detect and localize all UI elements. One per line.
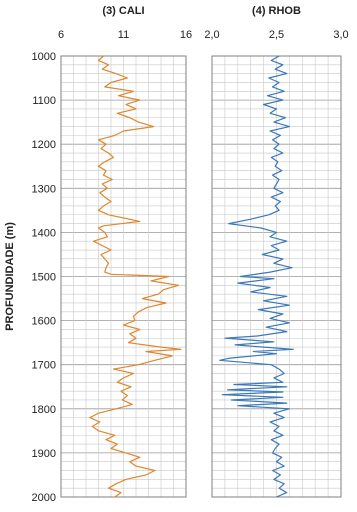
y-tick-label: 1400 <box>31 227 56 240</box>
y-tick-label: 1800 <box>31 403 56 416</box>
y-tick-label: 1600 <box>31 315 56 328</box>
y-tick-label: 1300 <box>31 183 56 196</box>
y-tick-label: 1700 <box>31 359 56 372</box>
y-tick-label: 2000 <box>31 492 56 504</box>
y-tick-label: 1500 <box>31 271 56 284</box>
x-tick-label: 6 <box>57 29 65 41</box>
track-title: (4) RHOB <box>252 5 301 17</box>
y-tick-label: 1200 <box>31 139 56 152</box>
y-axis-title: PROFUNDIDADE (m) <box>4 222 16 331</box>
y-tick-label: 1900 <box>31 447 56 460</box>
x-tick-label: 16 <box>179 29 193 41</box>
y-tick-label: 1100 <box>32 95 56 108</box>
x-tick-label: 2,5 <box>268 29 285 41</box>
x-tick-label: 3,0 <box>333 29 349 41</box>
x-tick-label: 2,0 <box>204 29 220 41</box>
track-title: (3) CALI <box>102 5 145 17</box>
y-tick-label: 1000 <box>31 51 56 63</box>
x-tick-label: 11 <box>117 29 130 41</box>
